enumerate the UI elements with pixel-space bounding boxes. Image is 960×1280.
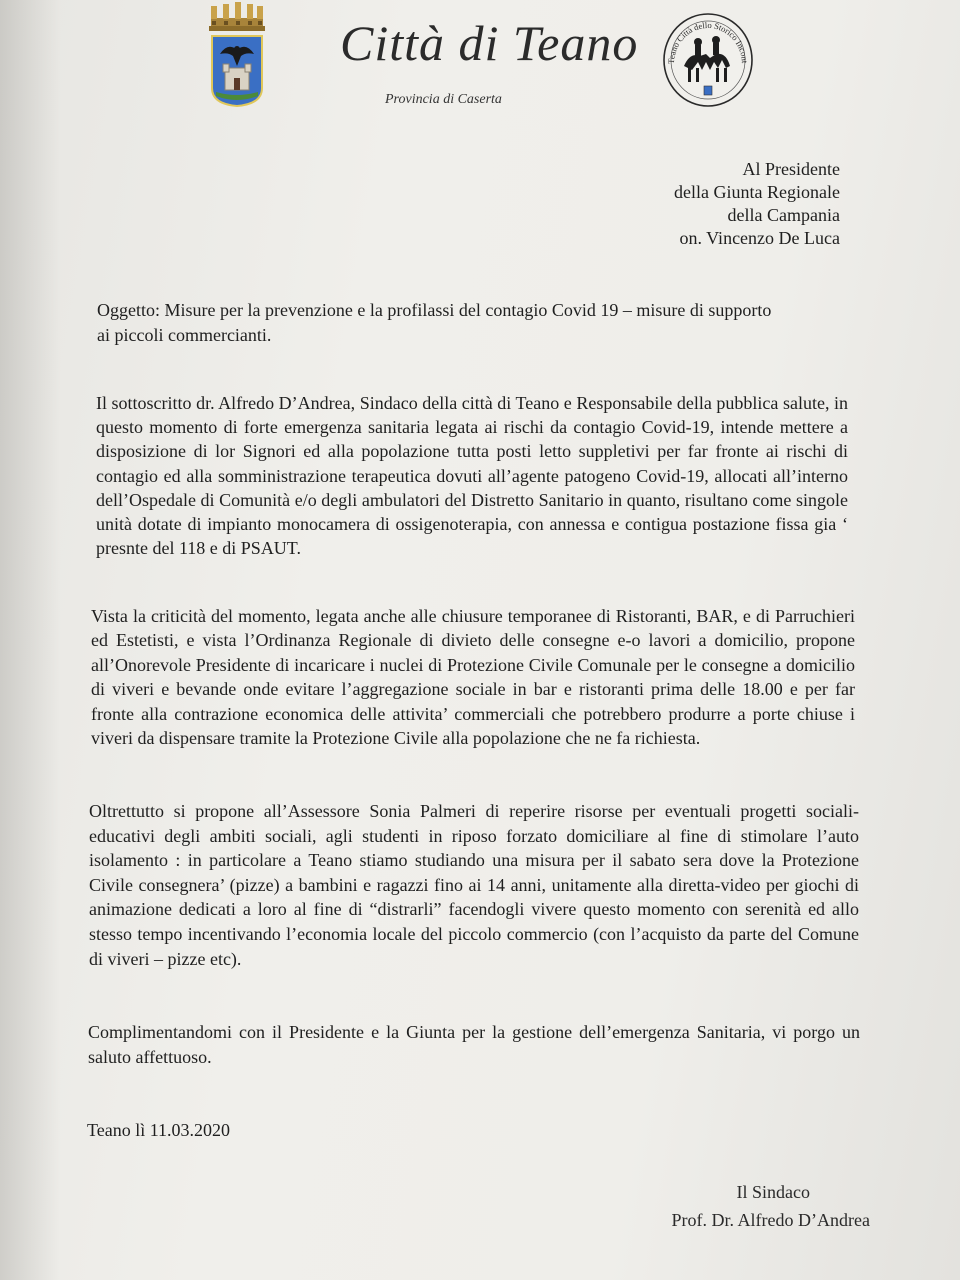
signatory-title: Il Sindaco [736, 1182, 810, 1202]
signature-block [600, 1178, 870, 1234]
historic-meeting-seal-icon [660, 8, 756, 108]
closing-paragraph: Complimentandomi con il Presidente e la Giunta per la gestione dell’emergenza Sanitaria, vi porgo un saluto affettuoso. [88, 1022, 860, 1067]
province-subtitle: Provincia di Caserta [385, 92, 502, 107]
city-title: Città di Teano [340, 15, 639, 71]
signatory-name: Prof. Dr. Alfredo D’Andrea [671, 1210, 870, 1230]
letter-date: Teano lì 11.03.2020 [87, 1120, 231, 1140]
body-paragraph: Vista la criticità del momento, legata anche alle chiusure temporanee di Ristoranti, BAR, e di Parruchieri ed Estetisti, e vista l’Ordinanza Regionale di divieto delle consegne e-o lavori a domicilio, propone all’Onorevole Presidente di incaricare i nuclei di Protezione Civile Comunale per le consegne a domicilio di viveri e bevande onde evitare l’aggregazione sociale in bar e ristoranti prima delle 18.00 e per far fronte alla contrazione economica delle attivita’ commerciali che potrebbero produrre a porte chiuse i viveri da dispensare tramite la Protezione Civile alla popolazione che ne fa richiesta. [91, 606, 855, 749]
recipient-block [540, 158, 840, 250]
recipient-line: della Giunta Regionale [674, 182, 840, 202]
page-shadow [0, 0, 60, 1280]
recipient-line: Al Presidente [742, 159, 840, 179]
recipient-line: della Campania [727, 205, 840, 225]
subject-line: Oggetto: Misure per la prevenzione e la profilassi del contagio Covid 19 – misure di supporto ai piccoli commercianti. [97, 300, 772, 345]
body-paragraph: Oltrettutto si propone all’Assessore Sonia Palmeri di reperire risorse per eventuali progetti sociali-educativi degli ambiti sociali, agli studenti in riposo forzato domiciliare al fine di stimolare l’auto isolamento : in particolare a Teano stiamo studiando una misura per il sabato sera dove la Protezione Civile consegnera’ (pizze) a bambini e ragazzi fino ai 14 anni, unitamente alla diretta-video per giochi di animazione dedicati a loro al fine di “distrarli” facendogli vivere questo momento con serenità ed allo stesso tempo incentivando l’economia locale del piccolo commercio (con l’acquisto da parte del Comune di viveri – pizze etc). [89, 801, 859, 969]
seal-text: Teano Città dello Storico Incont [665, 19, 751, 65]
coat-of-arms-icon [206, 0, 268, 108]
recipient-line: on. Vincenzo De Luca [679, 228, 840, 248]
body-paragraph: Il sottoscritto dr. Alfredo D’Andrea, Sindaco della città di Teano e Responsabile della pubblica salute, in questo momento di forte emergenza sanitaria legata ai rischi da contagio Covid-19, intende mettere a disposizione di lor Signori ed alla popolazione tutta posti letto suppletivi per far fronte ai rischi di contagio ed alla somministrazione terapeutica dovuti all’agente patogeno Covid-19, allocati all’interno dell’Ospedale di Comunità e/o degli ambulatori del Distretto Sanitario in quanto, risultano come singole unità dotate di impianto monocamera di ossigenoterapia, con annessa e contigua postazione fissa gia ‘ presnte del 118 e di PSAUT. [96, 393, 848, 559]
